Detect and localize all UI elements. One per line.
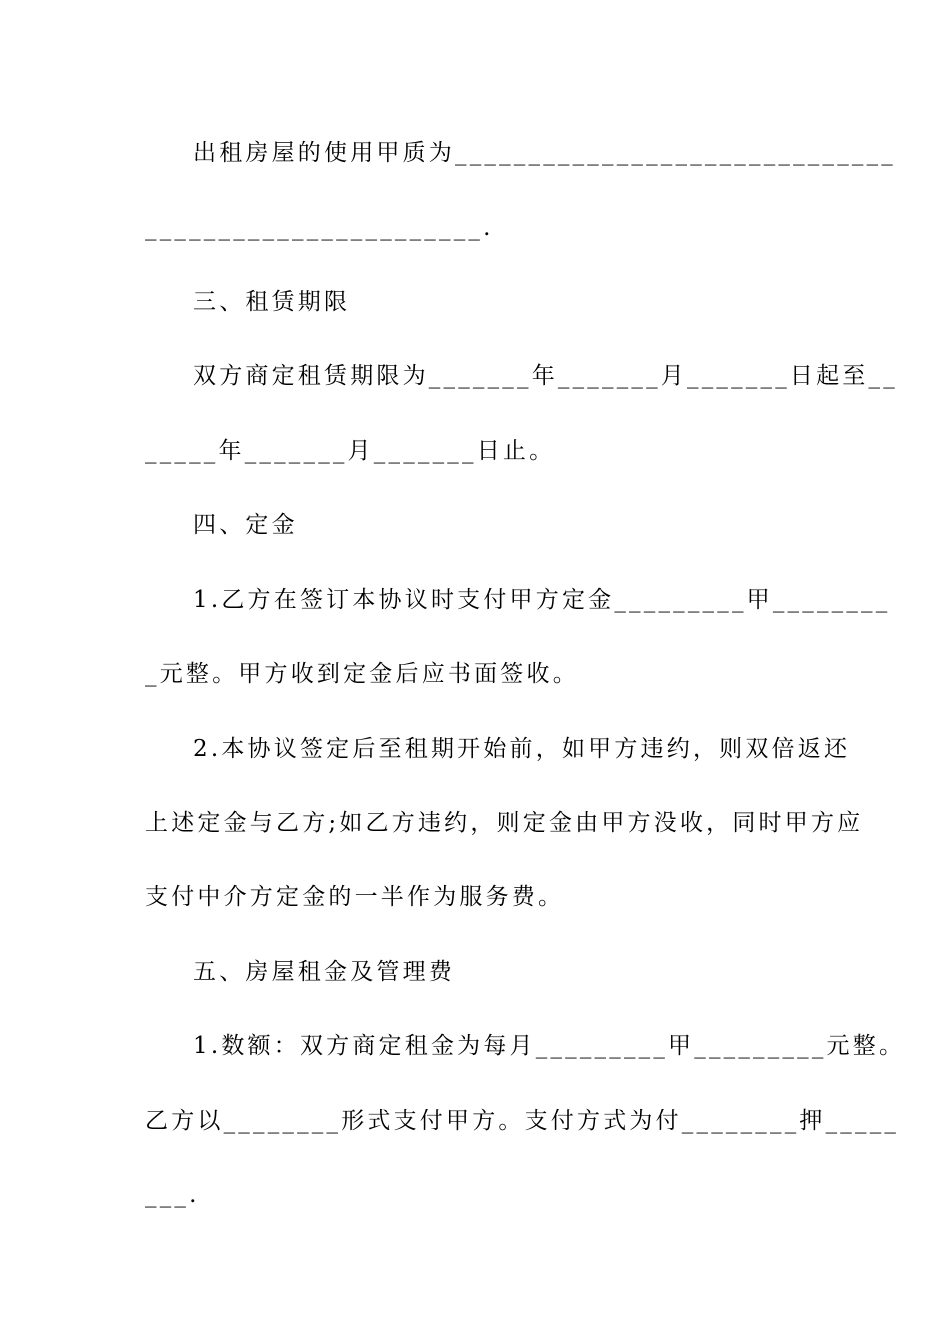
deposit-clause-2: 2.本协议签定后至租期开始前，如甲方违约，则双倍返还 — [193, 736, 851, 762]
lease-term-continuation: _____年_______月_______日止。 — [145, 438, 556, 464]
section-heading-rent: 五、房屋租金及管理费 — [193, 959, 455, 985]
rent-payment-continuation: ___. — [145, 1182, 200, 1208]
property-use-line: 出租房屋的使用甲质为______________________________ — [193, 140, 896, 166]
deposit-clause-2-continuation: 上述定金与乙方;如乙方违约，则定金由甲方没收，同时甲方应 — [145, 810, 864, 836]
section-heading-lease-term: 三、租赁期限 — [193, 289, 351, 315]
rent-payment-line: 乙方以________形式支付甲方。支付方式为付________押_____ — [145, 1108, 900, 1134]
deposit-clause-2-end: 支付中介方定金的一半作为服务费。 — [145, 884, 565, 910]
deposit-clause-1: 1.乙方在签订本协议时支付甲方定金_________甲________ — [193, 587, 891, 613]
property-use-continuation: _______________________. — [145, 215, 494, 241]
rent-clause-1: 1.数额：双方商定租金为每月_________甲_________元整。 — [193, 1033, 906, 1059]
lease-term-line: 双方商定租赁期限为_______年_______月_______日起至__ — [193, 363, 898, 389]
section-heading-deposit: 四、定金 — [193, 512, 298, 538]
deposit-clause-1-continuation: _元整。甲方收到定金后应书面签收。 — [145, 661, 579, 687]
